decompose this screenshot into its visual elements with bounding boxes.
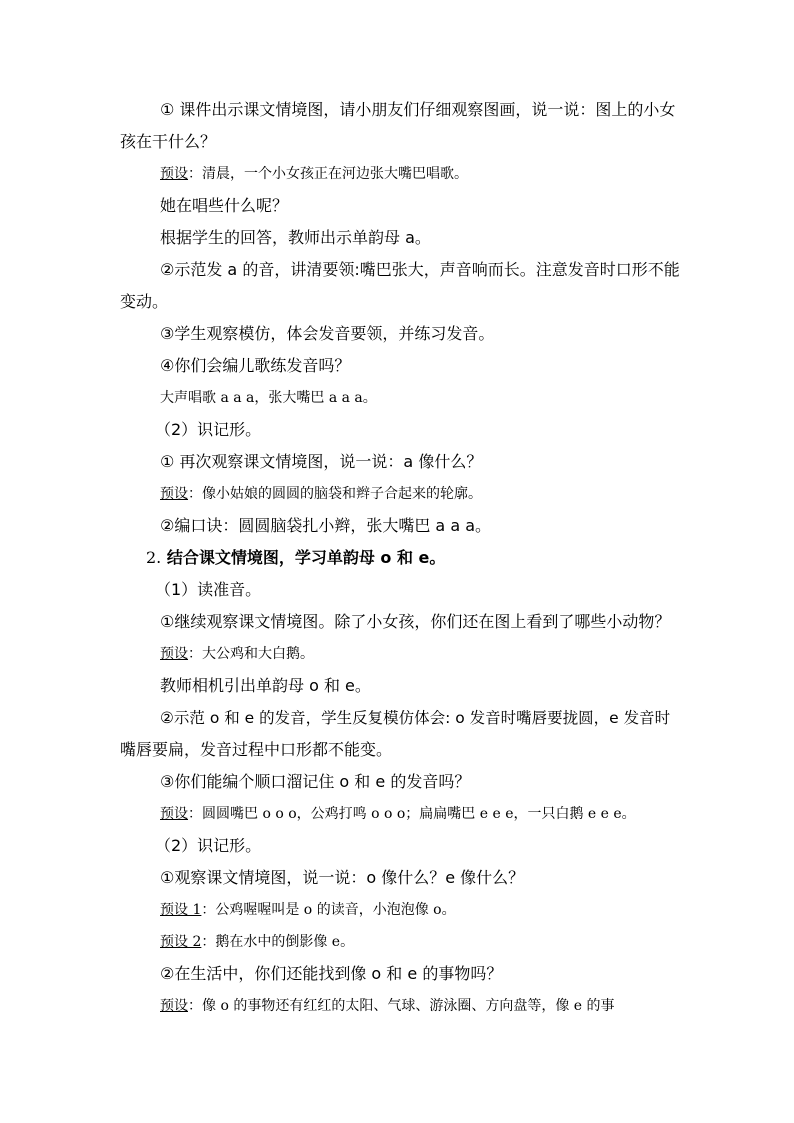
section-heading: （2）识记形。 <box>155 420 262 439</box>
paragraph-line: ① 课件出示课文情境图，请小朋友们仔细观察图画，说一说：图上的小女 <box>160 100 676 119</box>
paragraph-line: 根据学生的回答，教师出示单韵母 a。 <box>160 228 431 247</box>
preset-text: ：清晨，一个小女孩正在河边张大嘴巴唱歌。 <box>188 166 468 182</box>
paragraph-line: ②编口诀：圆圆脑袋扎小辫，张大嘴巴 a a a。 <box>160 516 492 535</box>
preset-label: 预设 1 <box>160 902 202 918</box>
section-number: 2. <box>146 548 162 567</box>
paragraph-line: ③学生观察模仿，体会发音要领，并练习发音。 <box>160 324 495 343</box>
preset-line <box>160 899 456 921</box>
preset-text: ：圆圆嘴巴 o o o，公鸡打鸣 o o o；扁扁嘴巴 e e e，一只白鹅 e e e。 <box>188 806 636 822</box>
preset-line <box>160 931 354 953</box>
paragraph-line: ②示范发 a 的音，讲清要领:嘴巴张大，声音响而长。注意发音时口形不能 <box>160 260 680 279</box>
preset-label: 预设 <box>160 486 188 502</box>
preset-text: ：像小姑娘的圆圆的脑袋和辫子合起来的轮廓。 <box>188 486 482 502</box>
preset-line <box>160 995 615 1017</box>
preset-text: ：大公鸡和大白鹅。 <box>188 646 314 662</box>
paragraph-line: ④你们会编儿歌练发音吗？ <box>160 356 351 375</box>
preset-label: 预设 <box>160 806 188 822</box>
paragraph-line: ②在生活中，你们还能找到像 o 和 e 的事物吗？ <box>160 964 503 983</box>
preset-label: 预设 <box>160 998 188 1014</box>
preset-label: 预设 <box>160 166 188 182</box>
paragraph-line: 教师相机引出单韵母 o 和 e。 <box>160 676 371 695</box>
paragraph-line: ③你们能编个顺口溜记住 o 和 e 的发音吗？ <box>160 772 471 791</box>
preset-line <box>160 483 482 505</box>
preset-line <box>160 163 468 185</box>
paragraph-line: 变动。 <box>120 292 169 311</box>
song-line: 大声唱歌 a a a，张大嘴巴 a a a。 <box>160 390 377 406</box>
preset-text: ：鹅在水中的倒影像 e。 <box>201 934 355 950</box>
preset-text: ：公鸡喔喔叫是 o 的读音，小泡泡像 o。 <box>201 902 456 918</box>
preset-line <box>160 803 636 825</box>
section-title-text: 结合课文情境图，学习单韵母 o 和 e。 <box>166 548 446 567</box>
paragraph-line: ①观察课文情境图，说一说：o 像什么？e 像什么？ <box>160 868 525 887</box>
preset-line <box>160 643 314 665</box>
paragraph-line: 孩在干什么？ <box>120 132 217 151</box>
section-heading: （2）识记形。 <box>155 836 262 855</box>
preset-label: 预设 <box>160 646 188 662</box>
paragraph-line: 嘴唇要扁，发音过程中口形都不能变。 <box>120 740 393 759</box>
paragraph-line: ①继续观察课文情境图。除了小女孩，你们还在图上看到了哪些小动物？ <box>160 612 671 631</box>
section-title <box>146 547 445 569</box>
paragraph-line: ②示范 o 和 e 的发音，学生反复模仿体会: o 发音时嘴唇要拢圆，e 发音时 <box>160 709 671 727</box>
preset-label: 预设 2 <box>160 934 202 950</box>
paragraph-line: 她在唱些什么呢？ <box>160 196 289 215</box>
preset-text: ：像 o 的事物还有红红的太阳、气球、游泳圈、方向盘等，像 e 的事 <box>188 998 615 1014</box>
section-heading: （1）读准音。 <box>155 580 262 599</box>
paragraph-line: ① 再次观察课文情境图，说一说：a 像什么？ <box>160 452 483 471</box>
